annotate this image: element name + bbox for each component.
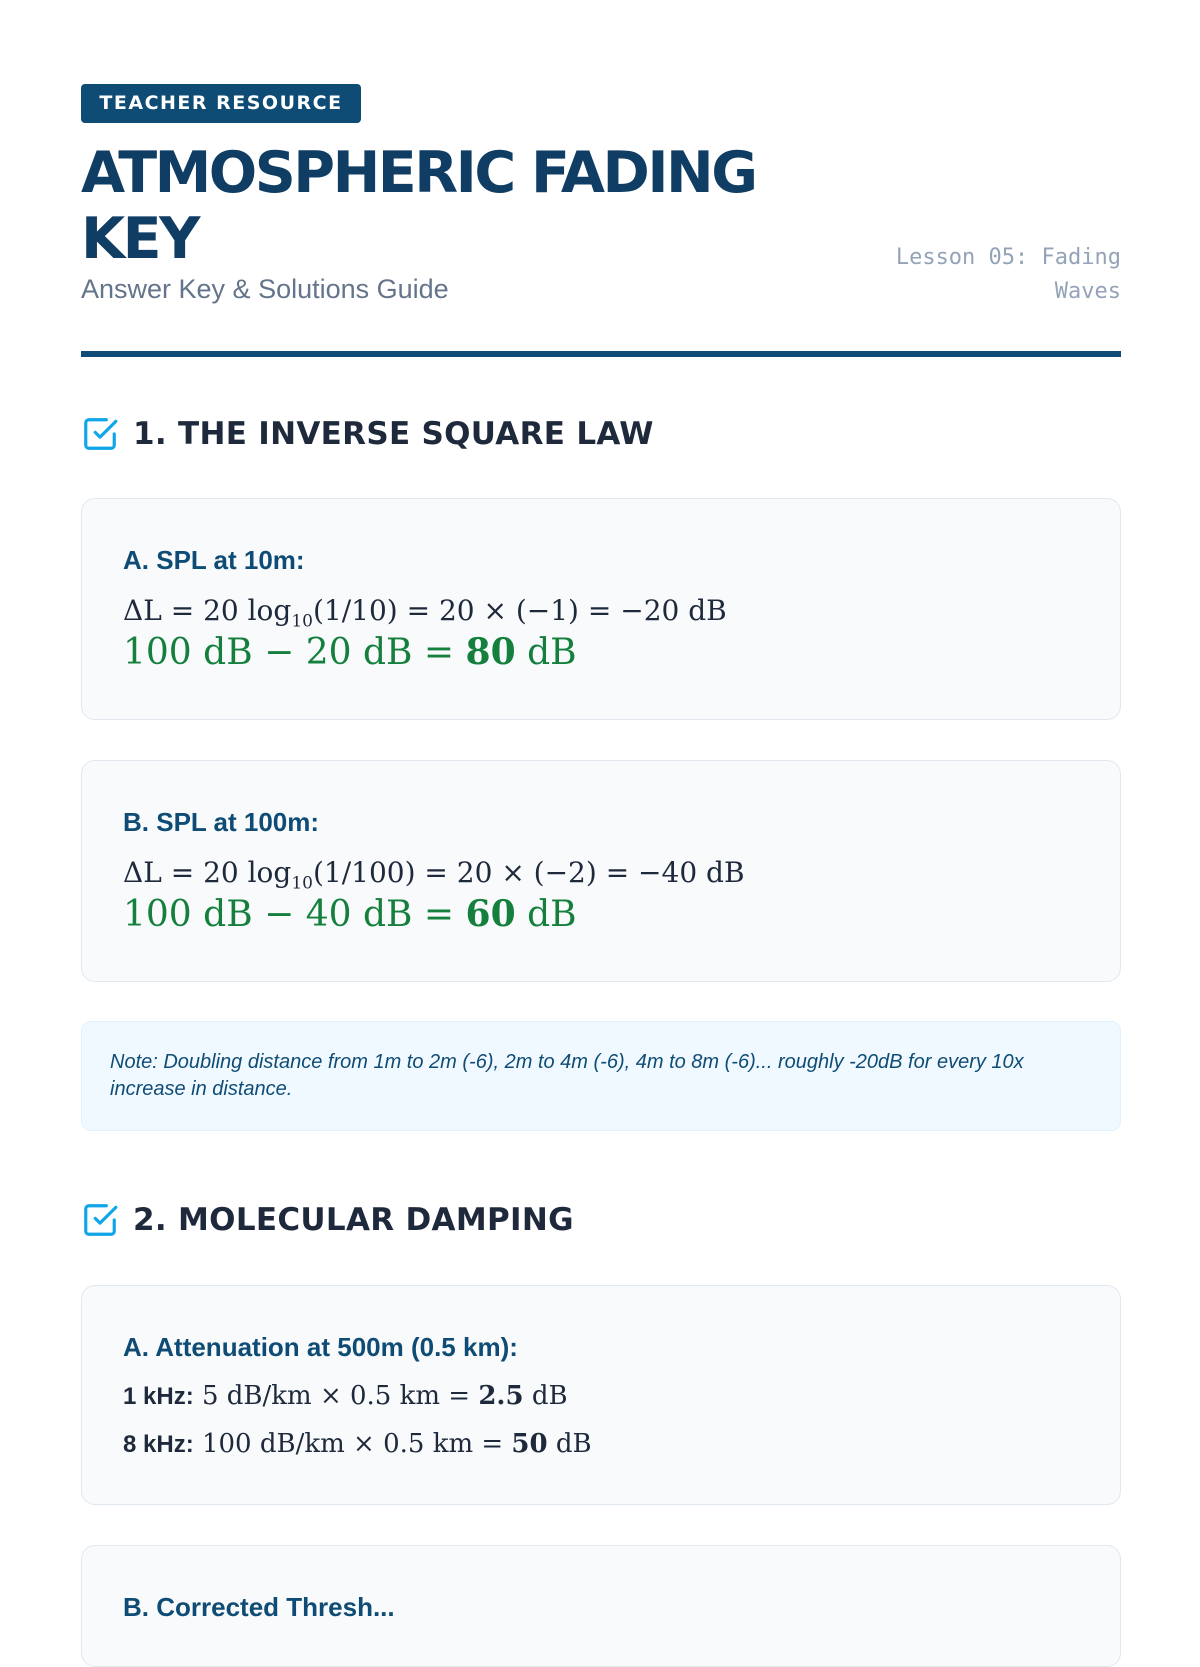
section-title: 2. MOLECULAR DAMPING bbox=[133, 1202, 574, 1238]
solution-card bbox=[81, 1285, 1121, 1505]
equation: ΔL = 20 $\log_{10}(1/100) = 20 \times (-2) = -40$ dB bbox=[123, 856, 745, 894]
solution-card bbox=[81, 498, 1121, 720]
page-subtitle: Answer Key & Solutions Guide bbox=[81, 274, 449, 304]
checkbox-checked-icon bbox=[81, 1201, 119, 1239]
equation: ΔL = 20 $\log_{10}(1/10) = 20 \times (-1) = -20$ dB bbox=[123, 594, 727, 632]
section-heading-inverse-square bbox=[81, 414, 654, 454]
header-divider bbox=[81, 351, 1121, 357]
lesson-label: Lesson 05: Fading Waves bbox=[895, 245, 1121, 304]
result-value: 60 bbox=[465, 893, 516, 935]
result-equation: 100 dB − 20 dB = 80 dB bbox=[123, 631, 577, 673]
result-value: 80 bbox=[465, 631, 516, 673]
card-title: A. Attenuation at 500m (0.5 km): bbox=[123, 1332, 518, 1362]
solution-card bbox=[81, 1545, 1121, 1667]
calc-line-8khz: 8 kHz: 100 dB/km × 0.5 km = 50 dB bbox=[123, 1429, 592, 1459]
section-title: 1. THE INVERSE SQUARE LAW bbox=[133, 416, 654, 452]
card-title: B. SPL at 100m: bbox=[123, 807, 320, 837]
teacher-resource-badge: TEACHER RESOURCE bbox=[81, 84, 361, 123]
note-text: Note: Doubling distance from 1m to 2m (-6), 2m to 4m (-6), 4m to 8m (-6)... roughly -20dB for every 10x increase in distance. bbox=[110, 1051, 1024, 1100]
card-title: B. Corrected Thresh... bbox=[123, 1592, 395, 1622]
result-equation: 100 dB − 40 dB = 60 dB bbox=[123, 893, 577, 935]
note-box bbox=[81, 1021, 1121, 1131]
checkbox-checked-icon bbox=[81, 415, 119, 453]
page-title: ATMOSPHERIC FADING KEY bbox=[81, 140, 756, 272]
solution-card bbox=[81, 760, 1121, 982]
card-title: A. SPL at 10m: bbox=[123, 545, 305, 575]
section-heading-molecular-damping bbox=[81, 1200, 574, 1240]
calc-line-1khz: 1 kHz: 5 dB/km × 0.5 km = 2.5 dB bbox=[123, 1381, 568, 1411]
